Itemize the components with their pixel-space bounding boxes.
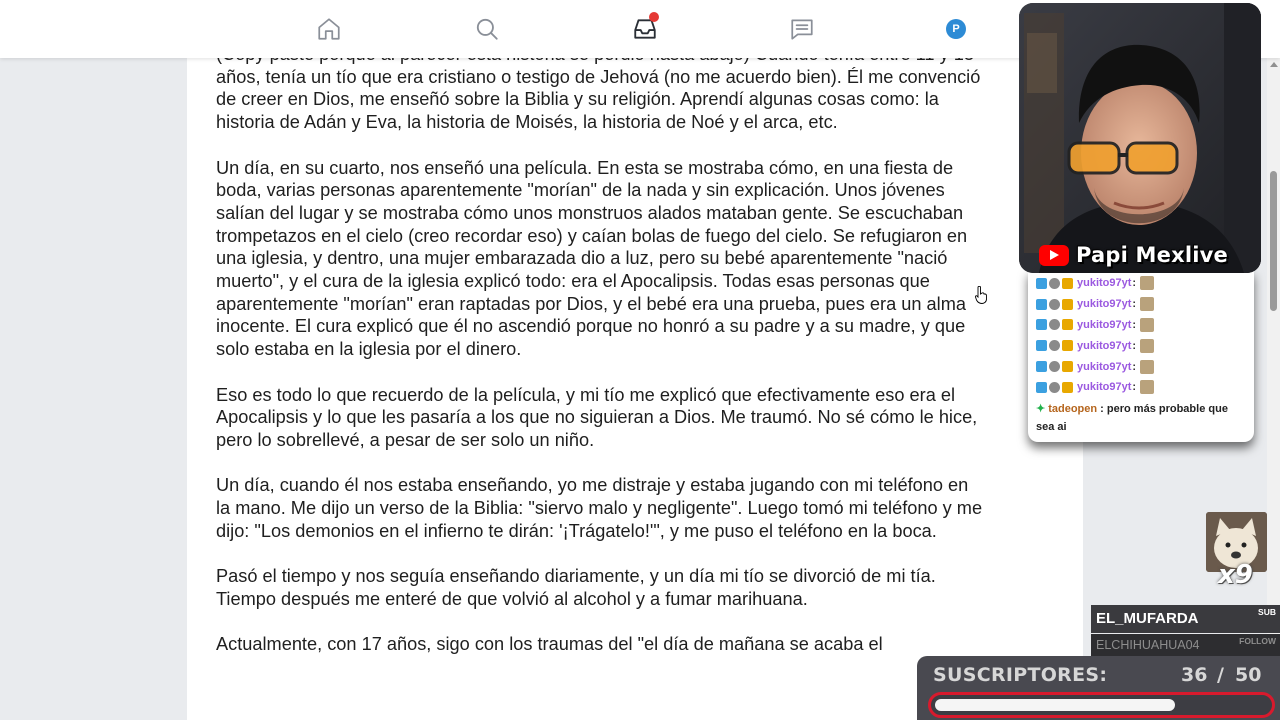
goal-progress-fill [935,699,1175,711]
badge-icon [1036,340,1047,351]
chat-username: yukito97yt [1077,381,1132,394]
emote-icon [1140,318,1154,332]
home-button[interactable] [314,15,344,43]
messages-icon [789,16,815,42]
badge-icon [1036,278,1047,289]
chat-separator: : [1132,360,1137,373]
goal-separator: / [1217,664,1224,686]
badge-icon [1062,319,1073,330]
sparkle-icon: ✦ [1036,402,1046,415]
channel-name: Papi Mexlive [1076,243,1228,267]
chat-line [1036,294,1246,315]
badge-icon [1036,299,1047,310]
avatar: P [946,19,966,39]
post-paragraph: años, tenía un tío que era cristiano o testigo de Jehová (no me acuerdo bien). Él me convenció de creer en Dios, me enseñó sobre la Biblia y su religión. Aprendí algunas cosas como: la historia de Adán y Eva, la historia de Moisés, la historia de Noé y el arca, etc. [216,66,981,133]
badge-icon [1049,382,1060,393]
chat-username: yukito97yt [1077,318,1132,331]
home-icon [316,16,342,42]
post-container [187,0,1083,720]
chat-username: tadeopen [1048,402,1098,415]
alert-kind: SUB [1258,607,1276,617]
channel-tag [1039,243,1228,267]
messages-button[interactable] [787,15,817,43]
chat-line [1036,356,1246,377]
sticker-count: x9 [1218,560,1253,590]
emote-icon [1140,297,1154,311]
webcam-overlay [1019,3,1261,273]
chat-line [1036,273,1246,294]
youtube-icon [1039,245,1069,266]
badge-icon [1062,382,1073,393]
search-button[interactable] [472,15,502,43]
chat-overlay [1028,270,1254,442]
goal-progress-bar [928,692,1275,718]
badge-icon [1062,340,1073,351]
inbox-button[interactable] [630,15,660,43]
chat-separator: : [1132,339,1137,352]
profile-button[interactable] [941,15,971,43]
notification-dot [649,12,659,22]
hand-cursor-icon [975,286,987,304]
sub-alert [1091,605,1280,633]
badge-icon [1062,361,1073,372]
scroll-up-icon[interactable] [1270,62,1278,67]
badge-icon [1036,319,1047,330]
emote-icon [1140,339,1154,353]
post-paragraph: Actualmente, con 17 años, sigo con los traumas del "el día de mañana se acaba el [216,634,883,655]
emote-icon [1140,276,1154,290]
badge-icon [1049,319,1060,330]
chat-text: pero más probable que sea ai [1036,402,1228,433]
chat-username: yukito97yt [1077,277,1132,290]
post-body [216,43,986,679]
chat-separator: : [1132,381,1137,394]
badge-icon [1049,340,1060,351]
post-paragraph: Eso es todo lo que recuerdo de la película, y mi tío me explicó que efectivamente eso era el Apocalipsis y lo que les pasaría a los que no siguieran a Dios. Me traumó. No sé cómo le hice, pero lo sobrellevé, a pesar de ser solo un niño. [216,384,978,450]
chat-username: yukito97yt [1077,298,1132,311]
badge-icon [1049,299,1060,310]
chat-username: yukito97yt [1077,360,1132,373]
goal-target: 50 [1235,664,1262,686]
post-paragraph: Un día, en su cuarto, nos enseñó una película. En esta se mostraba cómo, en una fiesta de boda, varias personas aparentemente "morían" de la nada y sin explicación. Unos jóvenes salían del lugar y se mostraba cómo unos monstruos alados mataban gente. Se escuchaban trompetazos en el cielo (creo recordar eso) y caían bolas de fuego del cielo. Se refugiaron en una iglesia, y dentro, una mujer embarazada dio a luz, pero su bebé aparentemente "nació muerto", y el cura de la iglesia explicó todo: era el Apocalipsis. Todas esas personas que aparentemente "morían" eran raptadas por Dios, y el bebé era una prueba, pues era un alma inocente. El cura explicó que él no ascendió porque no honró a su padre y a su madre, y que solo estaba en la iglesia por el dinero. [216,157,968,360]
badge-icon [1036,361,1047,372]
badge-icon [1036,382,1047,393]
goal-label: SUSCRIPTORES: [933,664,1108,686]
badge-icon [1049,278,1060,289]
chat-separator: : [1132,298,1137,311]
subscriber-goal [917,656,1280,720]
badge-icon [1062,278,1073,289]
chat-line [1036,315,1246,336]
streamer-video [1019,3,1261,273]
chat-line [1036,335,1246,356]
goal-current: 36 [1181,664,1208,686]
emote-icon [1140,380,1154,394]
alert-kind: FOLLOW [1239,636,1276,646]
emote-icon [1140,360,1154,374]
chat-line [1036,377,1246,398]
scrollbar-thumb[interactable] [1270,171,1277,311]
badge-icon [1049,361,1060,372]
chat-separator: : [1132,277,1137,290]
chat-separator: : [1132,318,1137,331]
post-paragraph: Un día, cuando él nos estaba enseñando, yo me distraje y estaba jugando con mi teléfono en la mano. Me dijo un verso de la Biblia: "siervo malo y negligente". Luego tomó mi teléfono y me dijo: "Los demonios en el infierno te dirán: '¡Trágatelo!'", y me puso el teléfono en la boca. [216,475,983,541]
post-paragraph: Pasó el tiempo y nos seguía enseñando diariamente, y un día mi tío se divorció de mi tía. Tiempo después me enteré de que volvió al alcohol y a fumar marihuana. [216,566,936,609]
search-icon [474,16,500,42]
chat-message: ✦ tadeopen : pero más probable que sea ai [1036,402,1228,433]
alert-username: EL_MUFARDA [1096,610,1199,627]
follow-alert [1091,634,1280,656]
chat-username: yukito97yt [1077,339,1132,352]
badge-icon [1062,299,1073,310]
alert-username: ELCHIHUAHUA04 [1096,638,1200,652]
